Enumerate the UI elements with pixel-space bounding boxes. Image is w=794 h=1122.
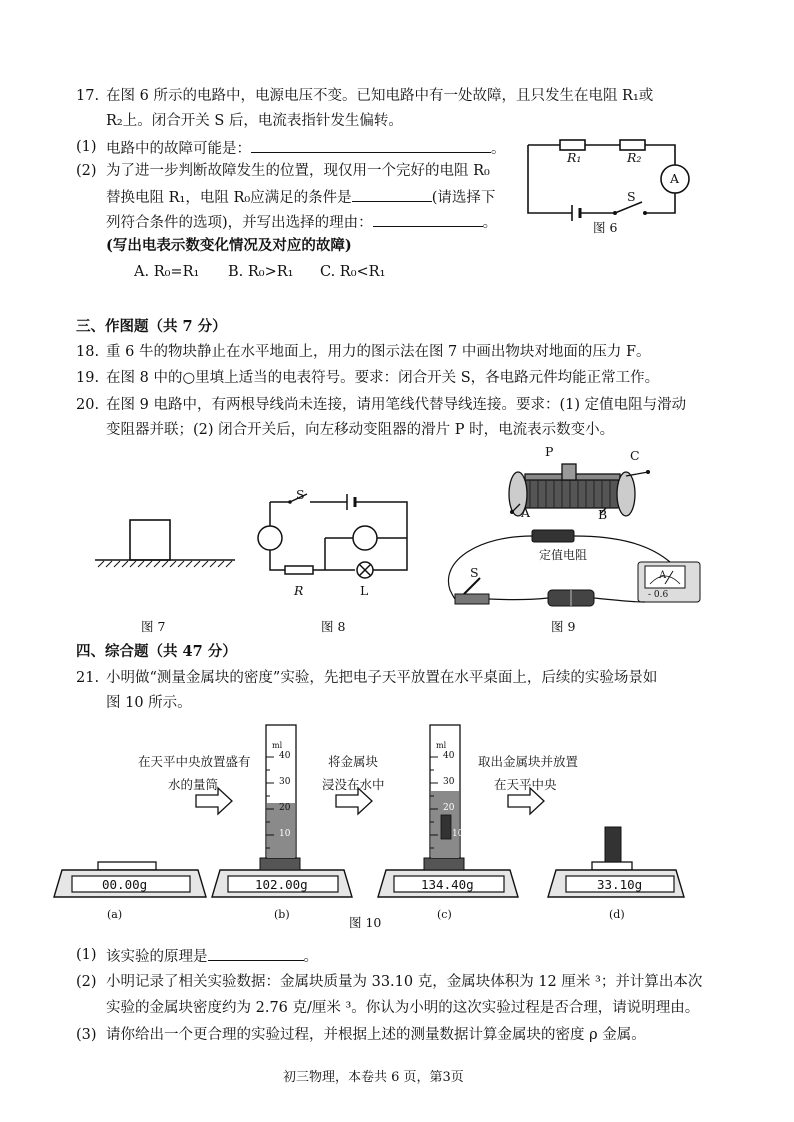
q21-part1-number: (1)	[76, 947, 97, 963]
figure-8-resistor-label: R	[294, 583, 304, 598]
figure-9-terminal-a-label: A	[521, 505, 531, 520]
figure-10-note-1a: 在天平中央放置盛有	[138, 754, 251, 769]
cylinder-c-tick-30: 30	[443, 777, 455, 787]
figure-9-terminal-b-label: B	[598, 507, 608, 522]
figure-10-label-c: (c)	[437, 908, 452, 921]
cylinder-c-unit: ml	[436, 741, 447, 750]
q17-part2-line3-text: 列符合条件的选项)，并写出选择的理由：	[106, 215, 373, 231]
figure-8-caption: 图 8	[321, 619, 346, 634]
q17-part2-line2-text: 替换电阻 R₁，电阻 R₀应满足的条件是	[106, 190, 352, 206]
figure-9-apparatus	[440, 450, 720, 620]
arrow-c-to-d	[508, 788, 544, 814]
q21-part2-number: (2)	[76, 974, 97, 990]
figure-6-caption: 图 6	[593, 220, 618, 235]
cylinder-b-tick-10: 10	[279, 829, 291, 839]
figure-9-caption: 图 9	[551, 619, 576, 634]
figure-8-lamp-label: L	[360, 583, 369, 598]
q17-part1-text: 电路中的故障可能是：	[106, 141, 251, 157]
q17-part2-reason-blank[interactable]	[373, 212, 483, 227]
figure-9-switch-label: S	[470, 565, 479, 580]
figure-10-note-2a: 将金属块	[328, 754, 379, 769]
figure-10-note-2b: 浸没在水中	[322, 777, 385, 792]
q19-number: 19.	[76, 370, 100, 386]
figure-10-note-1b: 水的量筒	[168, 777, 219, 792]
figure-6-ammeter-label: A	[670, 171, 680, 186]
q17-number: 17.	[76, 88, 100, 104]
q21-part1-line	[106, 946, 318, 966]
q20-number: 20.	[76, 397, 100, 413]
cylinder-c-tick-20: 20	[443, 803, 455, 813]
q21-part1-end: 。	[303, 949, 318, 965]
q20-line2: 变阻器并联；(2) 闭合开关后，向左移动变阻器的滑片 P 时，电流表示数变小。	[106, 422, 615, 438]
q21-part1-answer-blank[interactable]	[208, 946, 304, 961]
figure-10-caption: 图 10	[349, 915, 382, 930]
q17-line2: R₂上。闭合开关 S 后，电流表指针发生偏转。	[106, 113, 403, 129]
figure-7-caption: 图 7	[141, 619, 166, 634]
figure-9-slider-label: P	[545, 444, 554, 459]
q17-part2-line2	[106, 187, 495, 207]
q21-part2-line1: 小明记录了相关实验数据：金属块质量为 33.10 克，金属块体积为 12 厘米 ³；并计算出本次	[106, 974, 703, 990]
figure-6-r1-label: R₁	[567, 150, 582, 165]
q17-line1: 在图 6 所示的电路中，电源电压不变。已知电路中有一处故障，且只发生在电阻 R₁或	[106, 88, 654, 104]
cylinder-b-tick-40: 40	[279, 751, 291, 761]
q17-part1-end: 。	[491, 141, 506, 157]
q17-option-a: A. R₀=R₁	[134, 264, 200, 280]
arrow-b-to-c	[336, 788, 372, 814]
q18-number: 18.	[76, 344, 100, 360]
q17-part2-condition-blank[interactable]	[352, 187, 432, 202]
figure-6-switch-label: S	[627, 189, 636, 204]
figure-9-ammeter-terminals: - 0.6	[648, 590, 669, 600]
figure-10-note-3a: 取出金属块并放置	[478, 754, 579, 769]
balance-b-reading: 102.00g	[255, 877, 308, 892]
q17-option-c: C. R₀<R₁	[320, 264, 386, 280]
q17-part1-number: (1)	[76, 139, 97, 155]
section-3-title: 三、作图题（共 7 分）	[76, 318, 227, 335]
figure-6-r2-label: R₂	[627, 150, 642, 165]
section-4-title: 四、综合题（共 47 分）	[76, 643, 237, 660]
page-footer: 初三物理，本卷共 6 页，第3页	[283, 1070, 464, 1085]
figure-10-label-b: (b)	[274, 908, 290, 921]
q17-part2-number: (2)	[76, 163, 97, 179]
q17-part2-line3-end: 。	[482, 215, 498, 231]
q21-line2: 图 10 所示。	[106, 695, 192, 711]
q21-part3-number: (3)	[76, 1027, 97, 1043]
cylinder-c-tick-40: 40	[443, 751, 455, 761]
q17-part1-answer-blank[interactable]	[251, 138, 491, 153]
q21-number: 21.	[76, 670, 100, 686]
q17-part2-line2-tail: (请选择下	[431, 190, 496, 206]
figure-7-block-on-ground	[90, 515, 240, 575]
figure-10-label-a: (a)	[107, 908, 123, 921]
cylinder-b-tick-30: 30	[279, 777, 291, 787]
figure-8-switch-label: S	[296, 487, 305, 502]
cylinder-b-unit: ml	[272, 741, 283, 750]
q17-part2-line1: 为了进一步判断故障发生的位置，现仅用一个完好的电阻 R₀	[106, 163, 490, 179]
q21-part1-text: 该实验的原理是	[106, 949, 208, 965]
figure-9-ammeter-label: A	[659, 570, 667, 581]
balance-a-reading: 00.00g	[102, 877, 148, 892]
q21-part3-text: 请你给出一个更合理的实验过程，并根据上述的测量数据计算金属块的密度 ρ 金属。	[106, 1027, 646, 1043]
figure-8-circuit	[255, 490, 415, 585]
arrow-a-to-b	[196, 788, 232, 814]
q19-text: 在图 8 中的○里填上适当的电表符号。要求：闭合开关 S，各电路元件均能正常工作。	[106, 370, 660, 386]
q21-line1: 小明做“测量金属块的密度”实验，先把电子天平放置在水平桌面上，后续的实验场景如	[106, 670, 658, 686]
balance-c-reading: 134.40g	[421, 877, 474, 892]
figure-9-fixed-resistor-label: 定值电阻	[539, 548, 588, 562]
q20-line1: 在图 9 电路中，有两根导线尚未连接，请用笔线代替导线连接。要求：(1) 定值电阻与滑动	[106, 397, 687, 413]
q17-part2-line3	[106, 212, 497, 232]
figure-10-label-d: (d)	[609, 908, 625, 921]
balance-d-reading: 33.10g	[597, 877, 643, 892]
q17-part1-line	[106, 138, 506, 158]
q18-text: 重 6 牛的物块静止在水平地面上，用力的图示法在图 7 中画出物块对地面的压力 F。	[106, 344, 651, 360]
cylinder-c-tick-10: 10	[452, 829, 464, 839]
figure-9-terminal-c-label: C	[630, 448, 640, 463]
cylinder-b-tick-20: 20	[279, 803, 291, 813]
q17-part2-hint: (写出电表示数变化情况及对应的故障)	[106, 237, 352, 254]
q21-part2-line2: 实验的金属块密度约为 2.76 克/厘米 ³。你认为小明的这次实验过程是否合理，请说明理由。	[106, 1000, 700, 1016]
figure-10-note-3b: 在天平中央	[494, 777, 557, 792]
q17-option-b: B. R₀>R₁	[228, 264, 294, 280]
